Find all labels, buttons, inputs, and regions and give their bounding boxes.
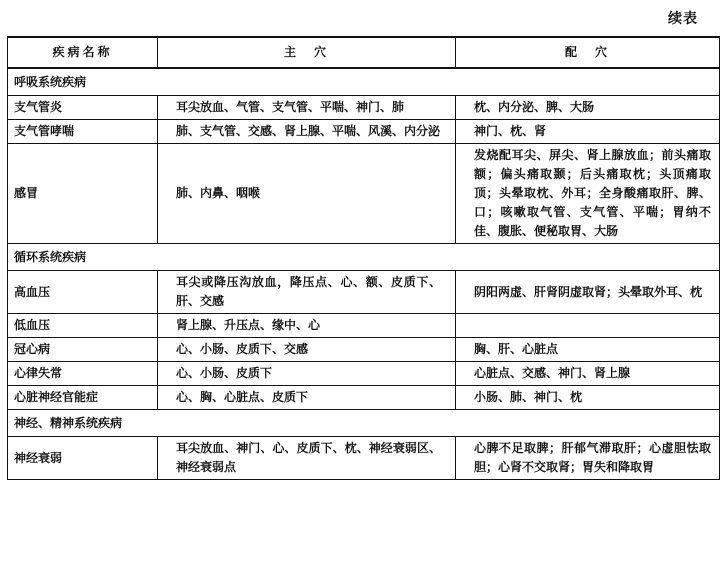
disease-name-cell: 神经衰弱 — [8, 437, 158, 480]
main-points-cell: 耳尖或降压沟放血，降压点、心、额、皮质下、肝、交感 — [158, 271, 456, 314]
table-row — [8, 314, 720, 338]
acupoint-table — [7, 36, 720, 480]
section-row — [8, 410, 720, 437]
disease-name-cell: 高血压 — [8, 271, 158, 314]
aux-points-cell: 小肠、肺、神门、枕 — [456, 386, 720, 410]
table-row — [8, 271, 720, 314]
main-points-cell: 肺、支气管、交感、肾上腺、平喘、风溪、内分泌 — [158, 120, 456, 144]
table-row — [8, 362, 720, 386]
disease-name-cell: 冠心病 — [8, 338, 158, 362]
section-row — [8, 244, 720, 271]
aux-points-cell: 胸、肝、心脏点 — [456, 338, 720, 362]
table-row — [8, 437, 720, 480]
disease-name-cell: 心律失常 — [8, 362, 158, 386]
section-title: 循环系统疾病 — [8, 244, 720, 271]
main-points-cell: 肺、内鼻、咽喉 — [158, 144, 456, 244]
main-points-cell: 肾上腺、升压点、缘中、心 — [158, 314, 456, 338]
main-points-cell: 耳尖放血、气管、支气管、平喘、神门、肺 — [158, 96, 456, 120]
table-continued-caption: 续表 — [668, 11, 698, 27]
header-aux-points: 配 穴 — [456, 37, 720, 68]
disease-name-cell: 感冒 — [8, 144, 158, 244]
section-row — [8, 68, 720, 96]
aux-points-cell: 发烧配耳尖、屏尖、肾上腺放血；前头痛取额；偏头痛取颞；后头痛取枕；头顶痛取顶；头晕取枕、外耳；全身酸痛取肝、脾、口；咳嗽取气管、支气管、平喘；胃纳不佳、腹胀、便秘取胃、大肠 — [456, 144, 720, 244]
section-title: 呼吸系统疾病 — [8, 68, 720, 96]
disease-name-cell: 支气管哮喘 — [8, 120, 158, 144]
table-row — [8, 144, 720, 244]
aux-points-cell: 心脾不足取脾；肝郁气滞取肝；心虚胆怯取胆；心肾不交取肾；胃失和降取胃 — [456, 437, 720, 480]
table-body — [8, 68, 720, 480]
header-main-points: 主 穴 — [158, 37, 456, 68]
aux-points-cell: 枕、内分泌、脾、大肠 — [456, 96, 720, 120]
disease-name-cell: 心脏神经官能症 — [8, 386, 158, 410]
main-points-cell: 耳尖放血、神门、心、皮质下、枕、神经衰弱区、神经衰弱点 — [158, 437, 456, 480]
header-disease-name: 疾病名称 — [8, 37, 158, 68]
table-row — [8, 120, 720, 144]
aux-points-cell — [456, 314, 720, 338]
table-header-row — [8, 37, 720, 68]
main-points-cell: 心、小肠、皮质下、交感 — [158, 338, 456, 362]
aux-points-cell: 阴阳两虚、肝肾阴虚取肾；头晕取外耳、枕 — [456, 271, 720, 314]
aux-points-cell: 神门、枕、肾 — [456, 120, 720, 144]
table-row — [8, 338, 720, 362]
table-row — [8, 96, 720, 120]
main-points-cell: 心、小肠、皮质下 — [158, 362, 456, 386]
table-row — [8, 386, 720, 410]
main-points-cell: 心、胸、心脏点、皮质下 — [158, 386, 456, 410]
section-title: 神经、精神系统疾病 — [8, 410, 720, 437]
disease-name-cell: 支气管炎 — [8, 96, 158, 120]
disease-name-cell: 低血压 — [8, 314, 158, 338]
aux-points-cell: 心脏点、交感、神门、肾上腺 — [456, 362, 720, 386]
